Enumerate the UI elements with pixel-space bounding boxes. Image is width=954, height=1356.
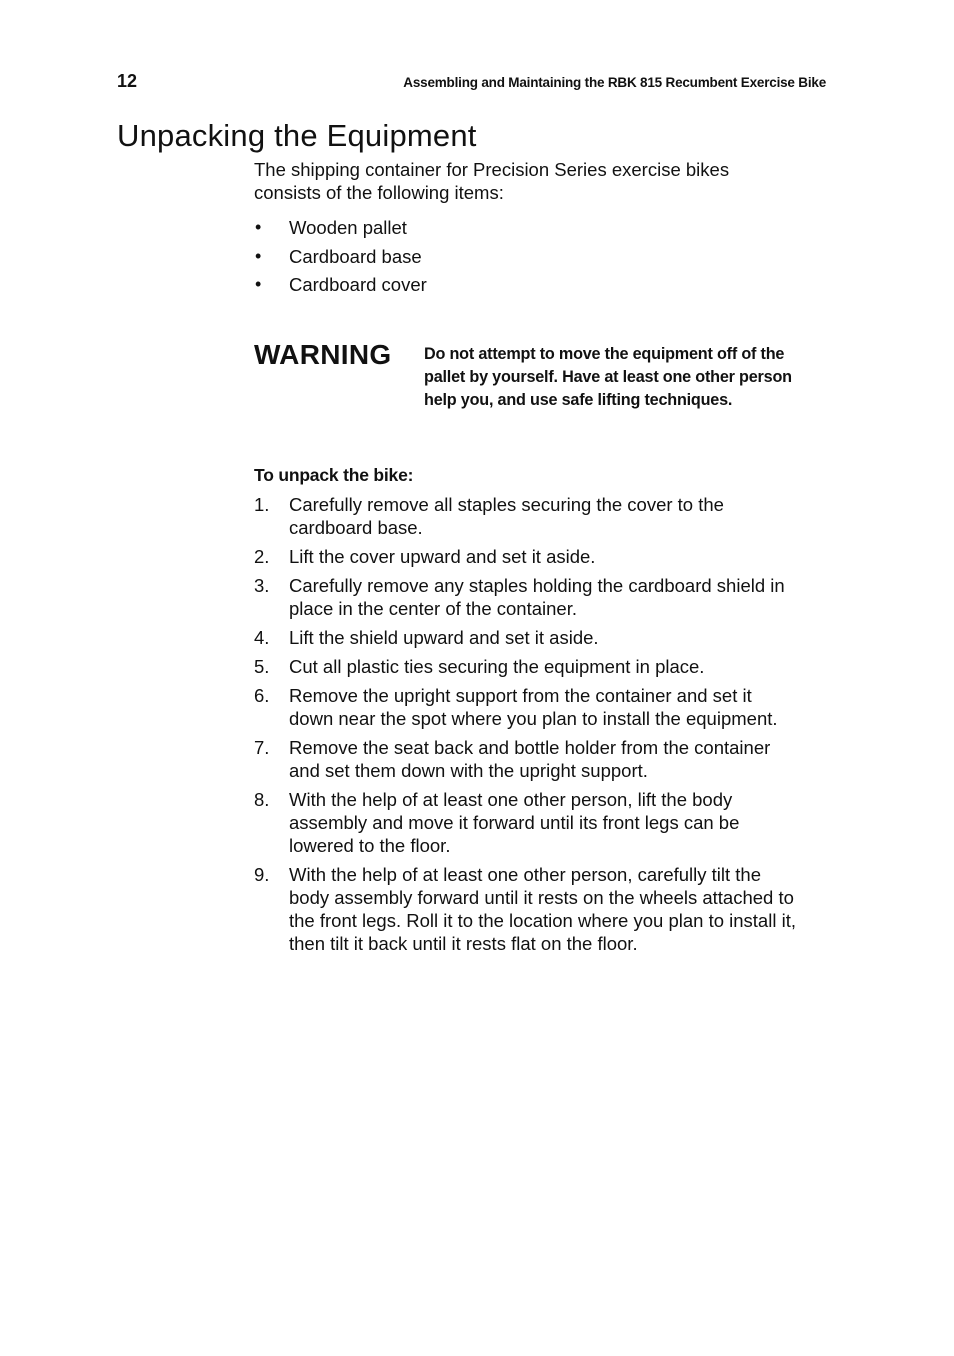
bullet-icon: •: [255, 217, 262, 237]
warning-label: WARNING: [254, 339, 392, 370]
list-item: [254, 216, 794, 239]
step-item: [254, 684, 799, 730]
list-item-text: Cardboard cover: [289, 274, 427, 296]
step-item: [254, 655, 799, 678]
step-text: Carefully remove any staples holding the cardboard shield in place in the center of the container.: [289, 575, 785, 619]
step-item: [254, 545, 799, 568]
step-text: With the help of at least one other person, lift the body assembly and move it forward until its front legs can be lowered to the floor.: [289, 789, 740, 856]
intro-paragraph: The shipping container for Precision Series exercise bikes consists of the following items:: [254, 159, 730, 203]
list-item: [254, 273, 794, 296]
step-text: Remove the seat back and bottle holder from the container and set them down with the upright support.: [289, 737, 771, 781]
bullet-icon: •: [255, 245, 262, 266]
step-item: [254, 493, 799, 539]
step-text: Cut all plastic ties securing the equipment in place.: [289, 656, 705, 677]
step-number: 7.: [254, 737, 270, 758]
warning-text: Do not attempt to move the equipment off of the pallet by yourself. Have at least one other person help you, and use safe lifting techniques.: [424, 345, 792, 409]
unpack-steps-list: [254, 493, 799, 961]
step-text: Carefully remove all staples securing the cover to the cardboard base.: [289, 494, 724, 538]
list-item-text: Wooden pallet: [289, 217, 407, 238]
step-item: [254, 788, 799, 857]
step-item: [254, 736, 799, 782]
step-number: 1.: [254, 494, 270, 515]
bullet-icon: •: [255, 274, 262, 295]
step-number: 9.: [254, 864, 270, 885]
step-number: 6.: [254, 685, 270, 706]
list-item: [254, 245, 794, 268]
procedure-heading: To unpack the bike:: [254, 465, 414, 485]
step-number: 5.: [254, 656, 270, 677]
list-item-text: Cardboard base: [289, 245, 422, 267]
step-item: [254, 574, 799, 620]
shipping-items-list: [254, 216, 794, 302]
running-head: Assembling and Maintaining the RBK 815 Recumbent Exercise Bike: [403, 75, 826, 90]
step-number: 8.: [254, 789, 270, 810]
page-title: Unpacking the Equipment: [117, 118, 477, 153]
step-text: Lift the cover upward and set it aside.: [289, 546, 596, 567]
step-number: 3.: [254, 575, 270, 596]
step-text: With the help of at least one other person, carefully tilt the body assembly forward until it rests on the wheels attached to the front legs. Roll it to the location where you plan to install it, then tilt it back until it rests flat on the floor.: [289, 864, 796, 954]
page-number: 12: [117, 71, 138, 91]
step-text: Lift the shield upward and set it aside.: [289, 627, 599, 648]
step-item: [254, 863, 799, 955]
step-number: 2.: [254, 546, 270, 567]
step-item: [254, 626, 799, 649]
step-number: 4.: [254, 627, 270, 648]
step-text: Remove the upright support from the container and set it down near the spot where you plan to install the equipment.: [289, 685, 778, 729]
